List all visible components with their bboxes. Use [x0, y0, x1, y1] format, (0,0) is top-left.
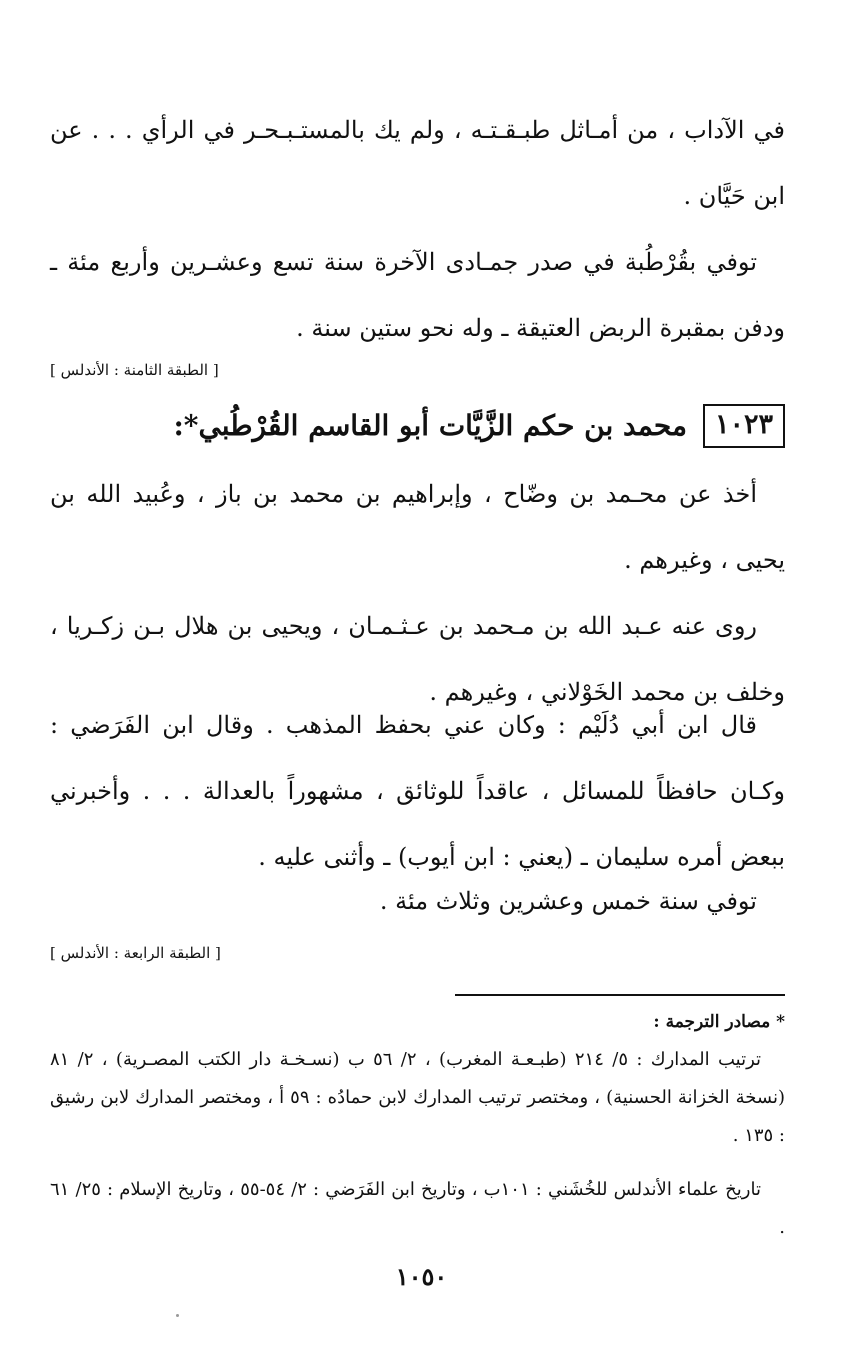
paragraph-teachers: أخذ عن محـمد بن وضّاح ، وإبراهيم بن محمد بن باز ، وعُبيد الله بن يحيى ، وغيرهم .	[50, 480, 785, 574]
footnote-heading: * مصادر الترجمة :	[653, 1012, 785, 1032]
paragraph-death-note: توفي بقُرْطُبة في صدر جمـادى الآخرة سنة تسع وعشـرين وأربع مئة ـ ودفن بمقبرة الربض العتيقة ـ وله نحو ستين سنة .	[50, 248, 785, 342]
footnote-sources-1: ترتيب المدارك : ٥/ ٢١٤ (طبـعـة المغرب) ، ٢/ ٥٦ ب (نسـخـة دار الكتب المصـرية) ، ٢/ ٨١ (نسخة الخزانة الحسنية) ، ومختصر ترتيب المدارك لابن حمادُه : ٥٩ أ ، ومختصر المدارك لابن رشيق : ١٣٥ .	[50, 1049, 785, 1146]
entry-header	[173, 402, 785, 450]
page-number: ١٠٥٠	[395, 1262, 448, 1291]
section-tag-eighth-class: [ الطبقة الثامنة : الأندلس ]	[50, 361, 219, 379]
paragraph-death-year: توفي سنة خمس وعشرين وثلاث مئة .	[379, 887, 757, 915]
paragraph-continuation: في الآداب ، من أمـاثل طبـقـتـه ، ولم يك بالمستـبـحـر في الرأي . . . عن ابن حَيَّان .	[50, 116, 785, 210]
paragraph-students: روى عنه عـبد الله بن مـحمد بن عـثـمـان ، ويحيى بن هلال بـن زكـريا ، وخلف بن محمد الخَوْلاني ، وغيرهم .	[50, 612, 785, 706]
footnote-sources-2: تاريخ علماء الأندلس للخُشَني : ١٠١ب ، وتاريخ ابن الفَرَضي : ٢/ ٥٤-٥٥ ، وتاريخ الإسلام : ٢٥/ ٦١ .	[50, 1179, 785, 1238]
scan-speck	[176, 1314, 179, 1317]
footnote-divider	[455, 994, 785, 996]
entry-title: محمد بن حكم الزَّيَّات أبو القاسم القُرْطُبي*:	[173, 409, 687, 442]
section-tag-fourth-class: [ الطبقة الرابعة : الأندلس ]	[50, 944, 221, 962]
paragraph-quotes: قال ابن أبي دُلَيْم : وكان عني بحفظ المذهب . وقال ابن الفَرَضي : وكـان حافظاً للمسائل ، عاقداً للوثائق ، مشهوراً بالعدالة . . . وأخبرني ببعض أمره سليمان ـ (يعني : ابن أيوب) ـ وأثنى عليه .	[50, 711, 785, 871]
entry-number-box: ١٠٢٣	[703, 404, 785, 448]
